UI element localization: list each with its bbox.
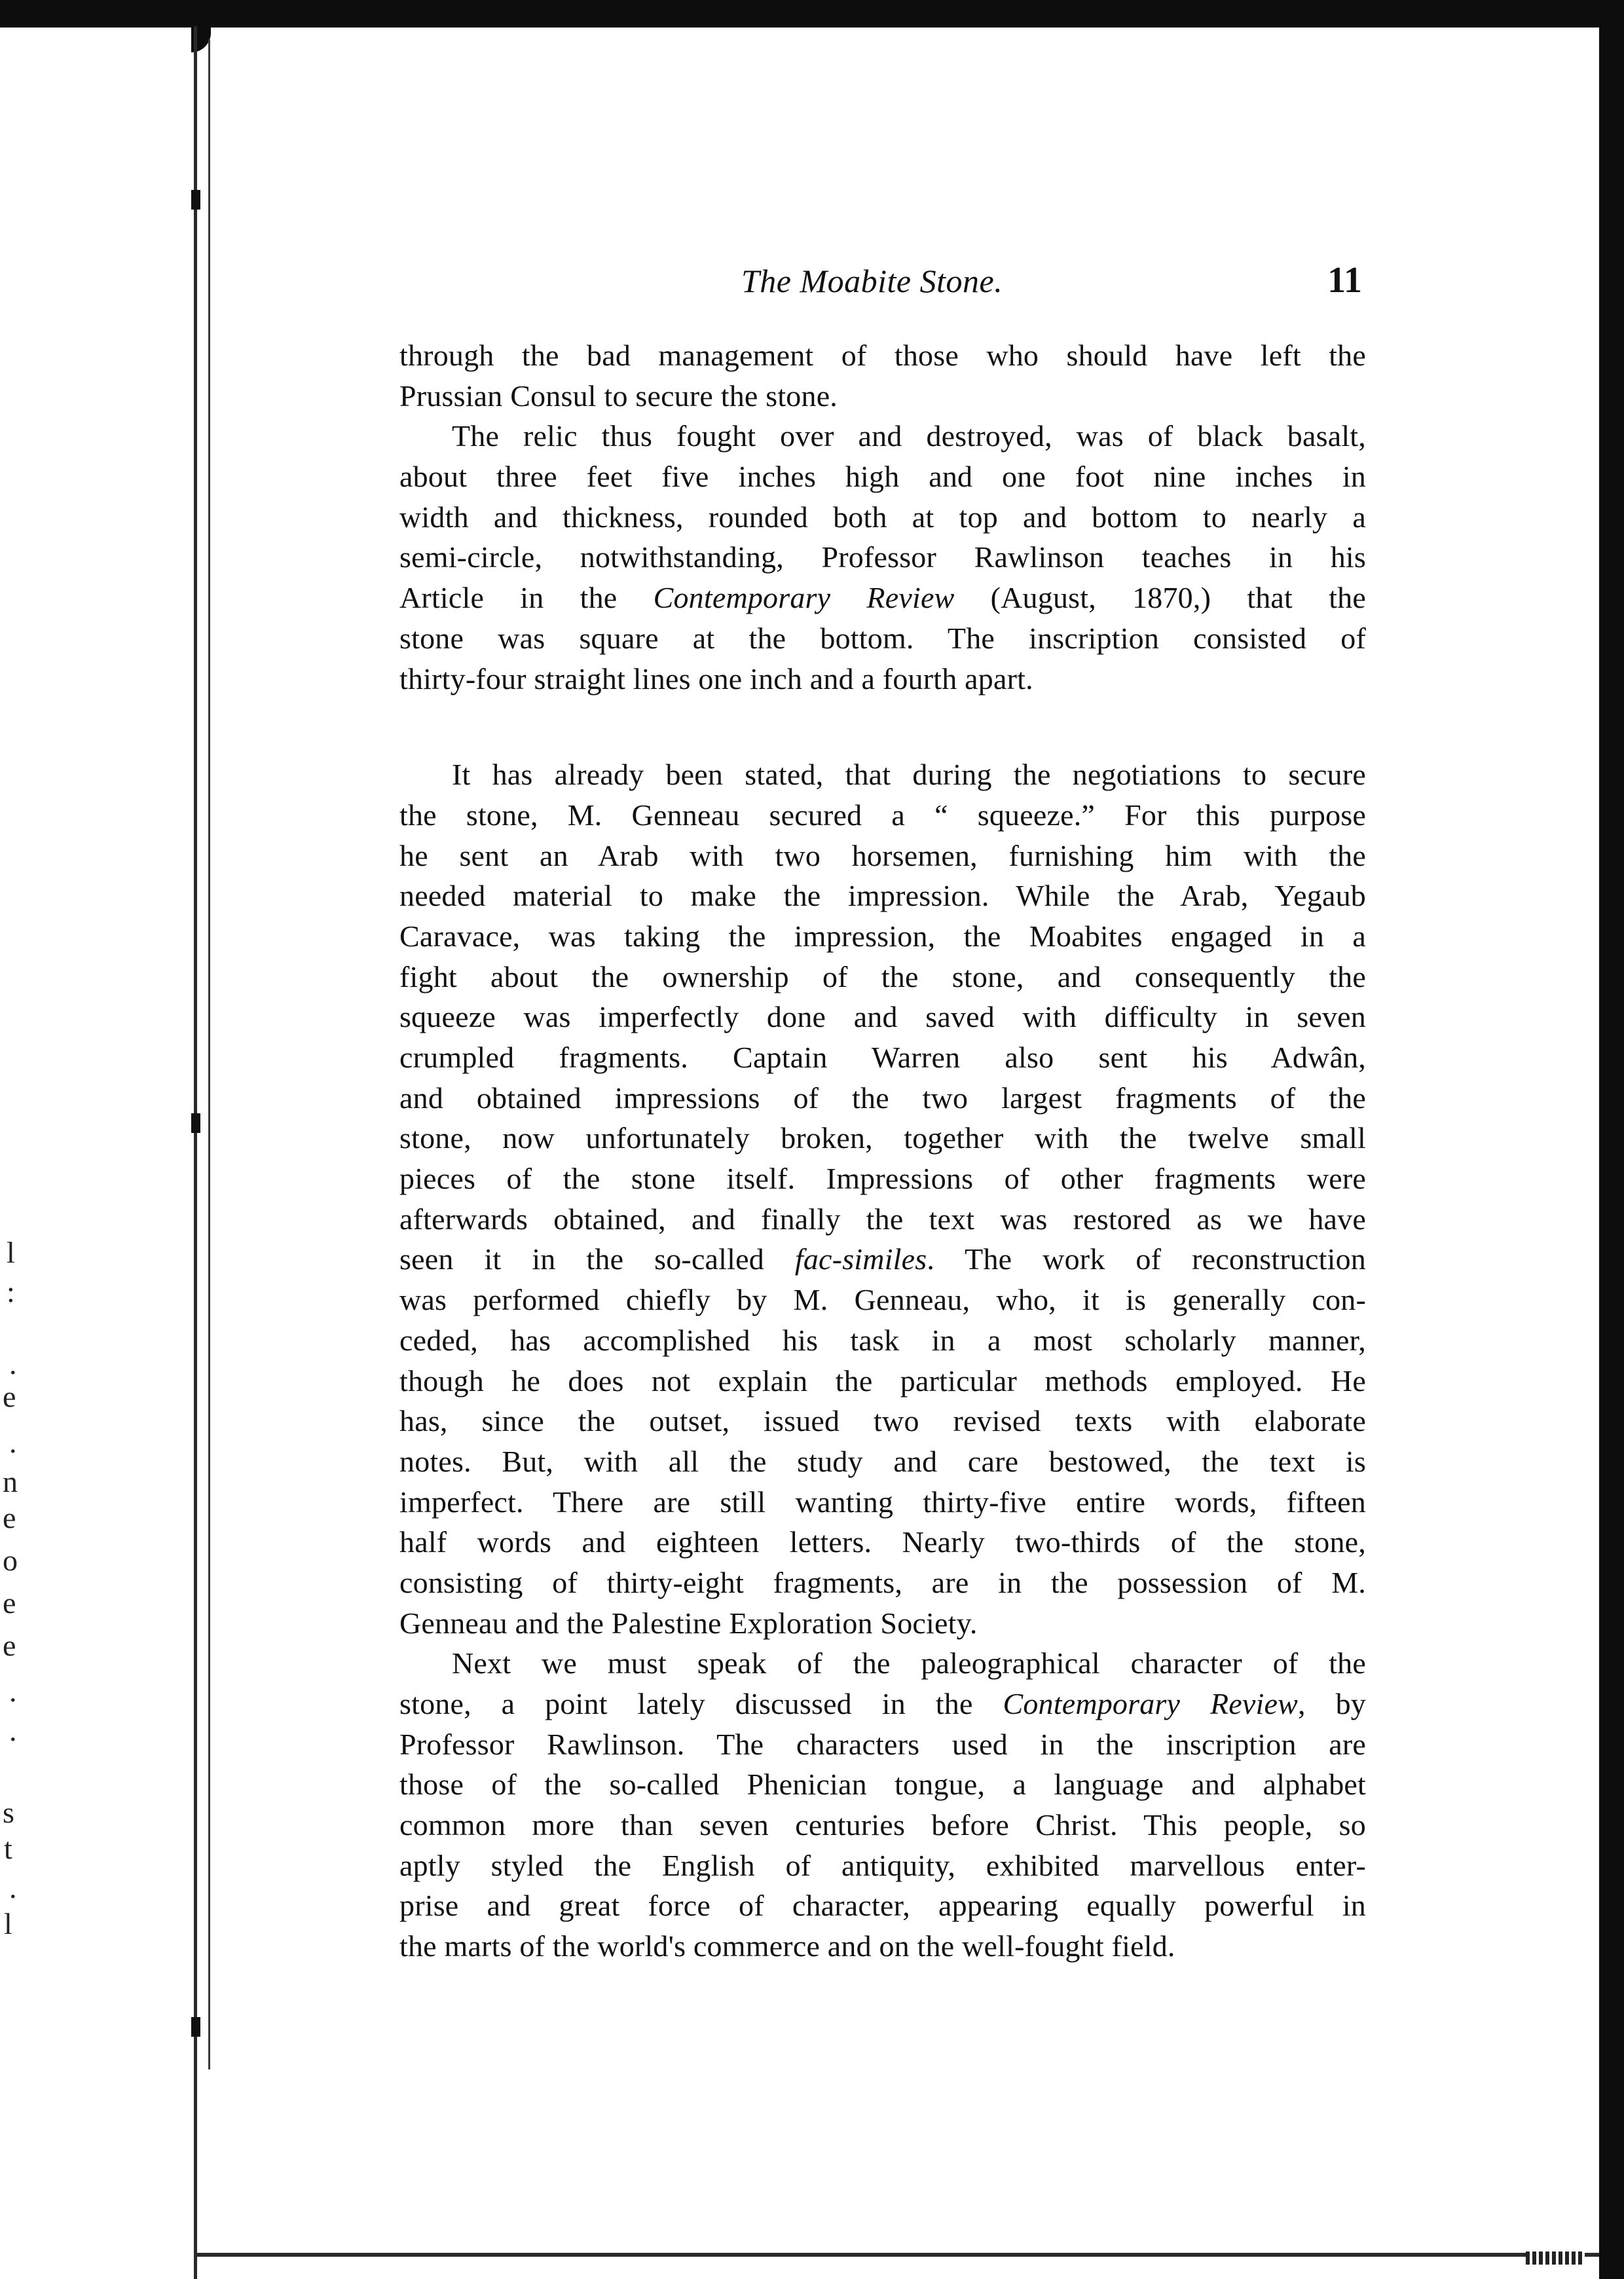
text-run: thirty-four straight lines one inch and a fourth apart.: [399, 661, 1033, 695]
text-run: and obtained impressions of the two largest fragments of the: [399, 1081, 1366, 1115]
text-run: ceded, has accomplished his task in a most scholarly manner,: [399, 1323, 1366, 1357]
binding-gutter-inner-line: [208, 39, 210, 2069]
text-run: seen it in the so-called: [399, 1242, 795, 1276]
text-line: [399, 376, 1366, 417]
facing-page-bleed: l : . e . n e o e e . . s t . l: [3, 1236, 18, 1940]
text-run: stone, now unfortunately broken, together with the twelve small: [399, 1121, 1366, 1155]
text-run: pieces of the stone itself. Impressions of other fragments were: [399, 1162, 1366, 1196]
text-line: [399, 795, 1366, 836]
text-line: [399, 1885, 1366, 1926]
paragraph: [399, 416, 1366, 699]
scan-border-top: [0, 0, 1624, 28]
scan-border-right: [1599, 0, 1624, 2279]
text-run: crumpled fragments. Captain Warren also sent his Adwân,: [399, 1041, 1366, 1074]
text-line: [399, 1118, 1366, 1158]
text-line: [399, 957, 1366, 997]
text-line: [399, 1764, 1366, 1805]
text-line: [399, 497, 1366, 538]
text-line: [399, 1401, 1366, 1441]
page-bottom-edge: [196, 2253, 1599, 2257]
text-line: [399, 1603, 1366, 1644]
text-run: Next we must speak of the paleographical character of the: [452, 1646, 1366, 1680]
paragraph: [399, 335, 1366, 416]
page-header: [399, 262, 1362, 308]
scan-bottom-strip: [1526, 2251, 1585, 2265]
text-run: though he does not explain the particular methods employed. He: [399, 1363, 1366, 1398]
text-line: [399, 1441, 1366, 1482]
text-line: [399, 1805, 1366, 1845]
text-run: stone, a point lately discussed in the: [399, 1687, 1003, 1720]
text-line: [399, 1522, 1366, 1563]
text-line: [399, 1724, 1366, 1765]
text-run: through the bad management of those who should have left the: [399, 339, 1366, 372]
text-line: [399, 1239, 1366, 1280]
paragraph: [399, 1643, 1366, 1967]
text-run: needed material to make the impression. While the Arab, Yegaub: [399, 879, 1366, 913]
text-run: fight about the ownership of the stone, and consequently the: [399, 959, 1366, 993]
text-line: [399, 754, 1366, 795]
text-line: [399, 836, 1366, 876]
text-run: stone was square at the bottom. The inscription consisted of: [399, 621, 1366, 655]
page-number: 11: [1327, 260, 1362, 301]
text-run: consisting of thirty-eight fragments, are in the possession of M.: [399, 1565, 1366, 1599]
running-title: The Moabite Stone.: [741, 263, 1003, 299]
text-run: afterwards obtained, and finally the text was restored as we have: [399, 1202, 1366, 1236]
text-line: [399, 1280, 1366, 1320]
text-run: prise and great force of character, appearing equally powerful in: [399, 1889, 1366, 1923]
text-line: [399, 997, 1366, 1037]
text-line: [399, 876, 1366, 916]
text-run: imperfect. There are still wanting thirty-five entire words, fifteen: [399, 1485, 1366, 1519]
text-run: width and thickness, rounded both at top and bottom to nearly a: [399, 500, 1366, 534]
text-run: common more than seven centuries before Christ. This people, so: [399, 1808, 1366, 1842]
text-line: [399, 1845, 1366, 1886]
body-text: [399, 335, 1366, 1967]
text-line: [399, 1078, 1366, 1119]
text-line: [399, 1643, 1366, 1684]
text-run: the marts of the world's commerce and on the well-fought field.: [399, 1929, 1175, 1963]
text-line: [399, 578, 1366, 618]
text-run: half words and eighteen letters. Nearly two-thirds of the stone,: [399, 1525, 1366, 1559]
text-line: [399, 618, 1366, 659]
text-run: the stone, M. Genneau secured a “ squeeze.” For this purpose: [399, 798, 1366, 832]
paragraph-gap: [399, 699, 1366, 754]
text-run: squeeze was imperfectly done and saved with difficulty in seven: [399, 1000, 1366, 1034]
text-run: The relic thus fought over and destroyed, was of black basalt,: [452, 419, 1366, 453]
text-line: [399, 537, 1366, 578]
italic-title: Contemporary Review: [1003, 1687, 1299, 1720]
text-line: [399, 1926, 1366, 1967]
italic-title: Contemporary Review: [653, 581, 955, 615]
text-run: It has already been stated, that during the negotiations to secure: [452, 758, 1366, 792]
paragraph: [399, 754, 1366, 1643]
text-line: [399, 1199, 1366, 1240]
text-line: [399, 916, 1366, 957]
text-run: those of the so-called Phenician tongue, a language and alphabet: [399, 1768, 1366, 1802]
text-line: [399, 659, 1366, 699]
text-line: [399, 1320, 1366, 1361]
text-run: he sent an Arab with two horsemen, furnishing him with the: [399, 838, 1366, 872]
text-run: Professor Rawlinson. The characters used in the inscription are: [399, 1727, 1366, 1761]
text-run: has, since the outset, issued two revised texts with elaborate: [399, 1404, 1366, 1438]
text-run: Article in the: [399, 581, 654, 615]
text-run: was performed chiefly by M. Genneau, who, it is generally con-: [399, 1283, 1366, 1317]
italic-title: fac-similes: [794, 1242, 927, 1276]
text-line: [399, 416, 1366, 456]
text-line: [399, 1158, 1366, 1199]
text-run: aptly styled the English of antiquity, exhibited marvellous enter-: [399, 1848, 1366, 1882]
text-run: about three feet five inches high and one foot nine inches in: [399, 460, 1366, 494]
binding-stitch-mark: [191, 1113, 200, 1133]
text-line: [399, 1361, 1366, 1401]
text-line: [399, 335, 1366, 376]
text-line: [399, 1037, 1366, 1078]
text-run: (August, 1870,) that the: [954, 581, 1366, 615]
text-line: [399, 1563, 1366, 1603]
text-run: Prussian Consul to secure the stone.: [399, 379, 838, 413]
text-line: [399, 1482, 1366, 1523]
text-run: semi-circle, notwithstanding, Professor Rawlinson teaches in his: [399, 540, 1366, 574]
binding-gutter-line: [194, 26, 197, 2279]
binding-stitch-mark: [191, 2017, 200, 2037]
text-run: notes. But, with all the study and care bestowed, the text is: [399, 1444, 1366, 1478]
text-run: Genneau and the Palestine Exploration Society.: [399, 1606, 978, 1640]
binding-stitch-mark: [191, 190, 200, 210]
text-run: , by: [1298, 1687, 1366, 1720]
text-run: . The work of reconstruction: [927, 1242, 1366, 1276]
text-run: Caravace, was taking the impression, the Moabites engaged in a: [399, 919, 1366, 953]
text-line: [399, 1684, 1366, 1724]
text-line: [399, 456, 1366, 497]
